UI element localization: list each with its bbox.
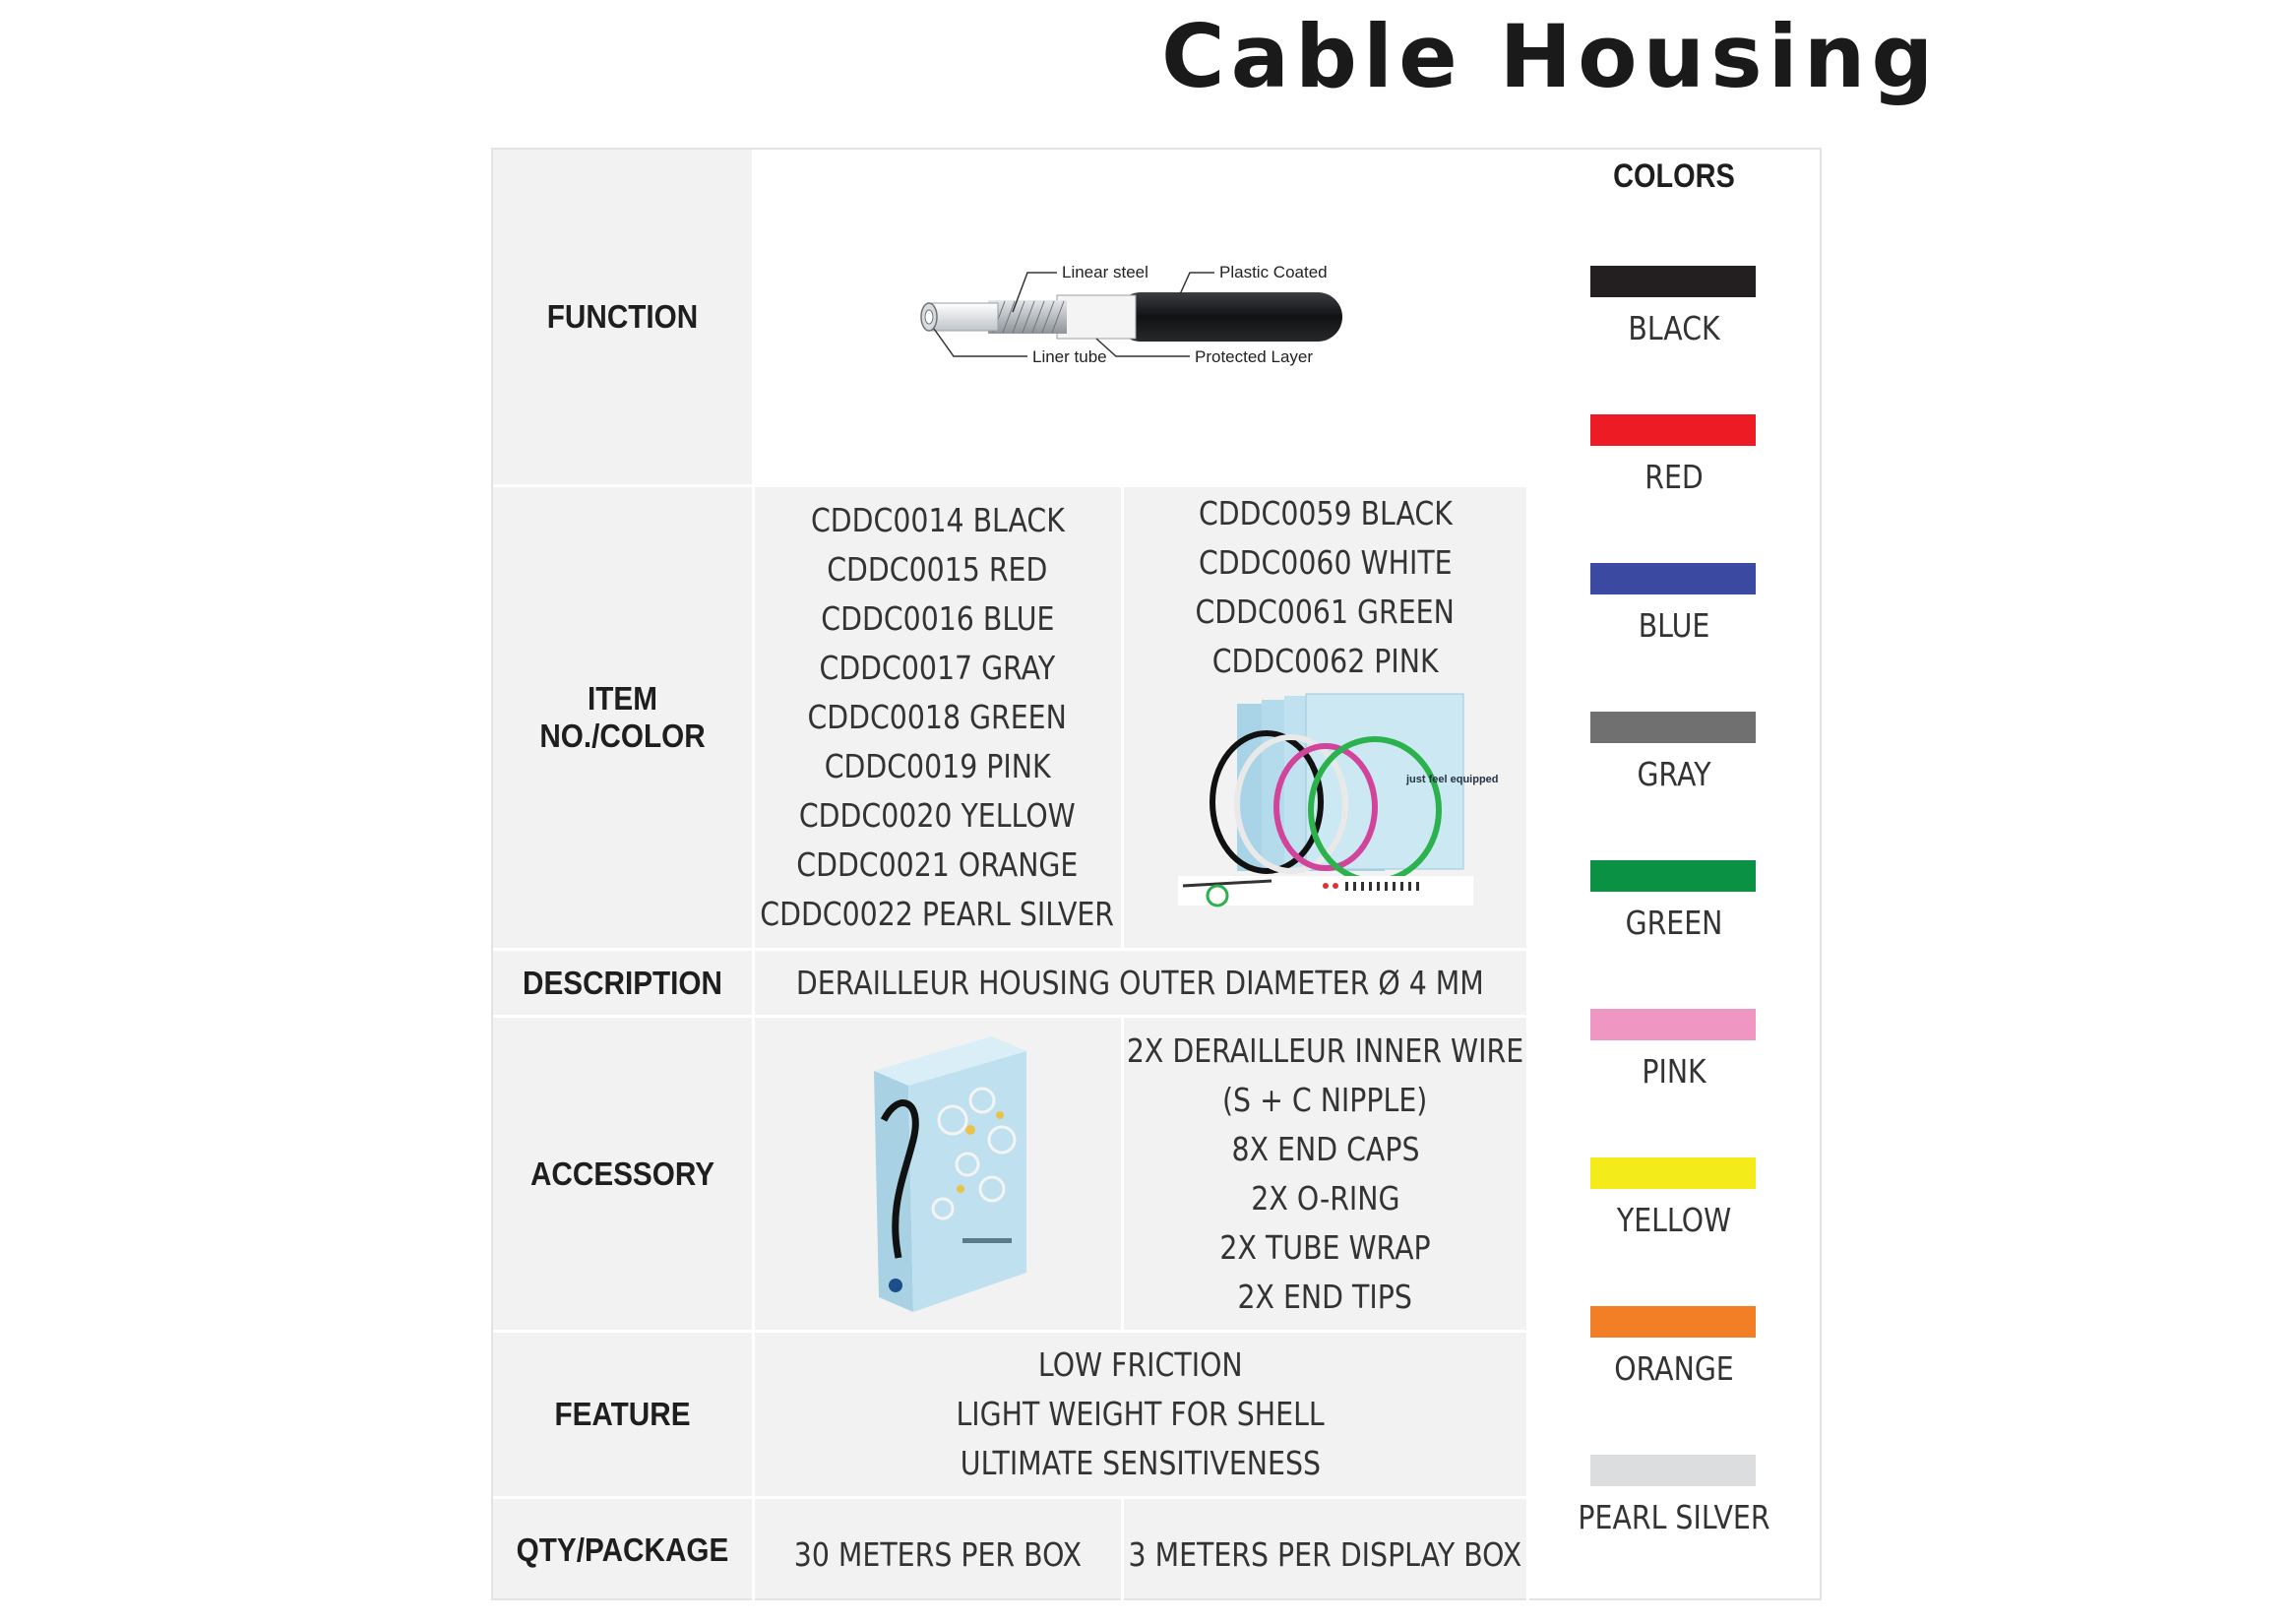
qty-box: 30 METERS PER BOX [793, 1534, 1082, 1574]
color-swatch [1590, 1306, 1756, 1338]
item-line: CDDC0062 PINK [1211, 642, 1439, 680]
grid-line [493, 1496, 1526, 1499]
qty-box-cell [754, 1499, 1121, 1600]
item-line: CDDC0060 WHITE [1198, 543, 1453, 582]
color-swatch-label: GREEN [1625, 904, 1723, 942]
linear-steel-layer [988, 300, 1067, 334]
colors-panel [1528, 150, 1820, 1598]
grid-line [493, 1015, 1526, 1018]
accessory-item: 2X END TIPS [1237, 1277, 1413, 1316]
accessory-item: 8X END CAPS [1231, 1129, 1419, 1168]
cable-cross-section-diagram [895, 238, 1387, 396]
page-title: Cable Housing [1161, 6, 1940, 107]
feature-item: ULTIMATE SENSITIVENESS [960, 1444, 1321, 1482]
grid-line [493, 484, 1526, 487]
item-line: CDDC0059 BLACK [1198, 494, 1453, 532]
grid-line [493, 948, 1526, 951]
item-line: CDDC0061 GREEN [1195, 593, 1456, 631]
color-swatch-label: BLUE [1638, 606, 1710, 645]
item-line: CDDC0022 PEARL SILVER [760, 895, 1115, 933]
accessory-item: 2X O-RING [1250, 1178, 1400, 1218]
item-line: CDDC0015 RED [827, 550, 1048, 589]
display-box-product-image [1178, 694, 1499, 906]
label-linear-steel: Linear steel [1061, 263, 1148, 281]
item-line: CDDC0016 BLUE [820, 599, 1055, 638]
outer-jacket [1116, 292, 1342, 342]
color-swatch-label: RED [1644, 458, 1704, 496]
feature-list [754, 1333, 1526, 1496]
item-col1 [754, 487, 1121, 948]
grid-line [493, 1330, 1526, 1333]
liner-tube [929, 303, 998, 331]
qty-header: QTY/PACKAGE [516, 1530, 729, 1568]
color-swatch-label: PINK [1642, 1052, 1706, 1091]
item-line: CDDC0018 GREEN [807, 698, 1068, 736]
color-swatch-label: GRAY [1637, 755, 1711, 793]
color-swatch-label: BLACK [1628, 309, 1720, 347]
feature-header: FEATURE [554, 1396, 691, 1432]
description-header: DESCRIPTION [523, 964, 722, 1001]
item-line: CDDC0017 GRAY [819, 649, 1056, 687]
color-swatch [1590, 266, 1756, 297]
feature-item: LIGHT WEIGHT FOR SHELL [956, 1395, 1325, 1433]
item-col2 [1124, 487, 1526, 948]
protected-layer [1057, 295, 1136, 339]
feature-item: LOW FRICTION [1037, 1345, 1243, 1384]
item-line: CDDC0014 BLACK [810, 501, 1065, 539]
color-swatch [1590, 1157, 1756, 1189]
grid-line [752, 150, 755, 1600]
color-swatch [1590, 860, 1756, 892]
color-swatch [1590, 1455, 1756, 1486]
label-plastic-coated: Plastic Coated [1218, 263, 1328, 281]
color-swatch [1590, 563, 1756, 594]
qty-display-box: 3 METERS PER DISPLAY BOX [1128, 1534, 1522, 1574]
description-cell [754, 951, 1526, 1015]
label-liner-tube: Liner tube [1031, 347, 1107, 366]
item-header: ITEM NO./COLOR [539, 680, 706, 754]
item-line: CDDC0021 ORANGE [796, 845, 1079, 884]
colors-title: COLORS [1613, 157, 1735, 195]
accessory-item: 2X DERAILLEUR INNER WIRE [1126, 1031, 1524, 1070]
color-swatch-label: ORANGE [1614, 1349, 1734, 1388]
function-diagram-cell [754, 150, 1526, 484]
color-swatch-label: PEARL SILVER [1578, 1498, 1770, 1536]
description-text: DERAILLEUR HOUSING OUTER DIAMETER Ø 4 MM [796, 963, 1484, 1002]
accessory-item: 2X TUBE WRAP [1219, 1227, 1431, 1267]
qty-display-cell [1124, 1499, 1526, 1600]
color-swatch [1590, 414, 1756, 446]
label-protected-layer: Protected Layer [1194, 347, 1313, 366]
color-swatch [1590, 712, 1756, 743]
grid-line [1121, 484, 1124, 951]
accessory-list [1124, 1018, 1526, 1330]
accessory-item: (S + C NIPPLE) [1222, 1080, 1428, 1119]
function-header: FUNCTION [546, 298, 699, 335]
grid-line [1121, 1015, 1124, 1333]
package-text: just feel equipped [1405, 774, 1499, 785]
accessory-header: ACCESSORY [529, 1155, 715, 1192]
grid-line [1121, 1496, 1124, 1600]
item-line: CDDC0020 YELLOW [799, 796, 1076, 835]
color-swatch-label: YELLOW [1616, 1201, 1732, 1239]
cable-box-product-image [844, 1031, 1031, 1317]
color-swatch [1590, 1009, 1756, 1040]
accessory-image-cell [754, 1018, 1121, 1330]
item-line: CDDC0019 PINK [824, 747, 1051, 785]
